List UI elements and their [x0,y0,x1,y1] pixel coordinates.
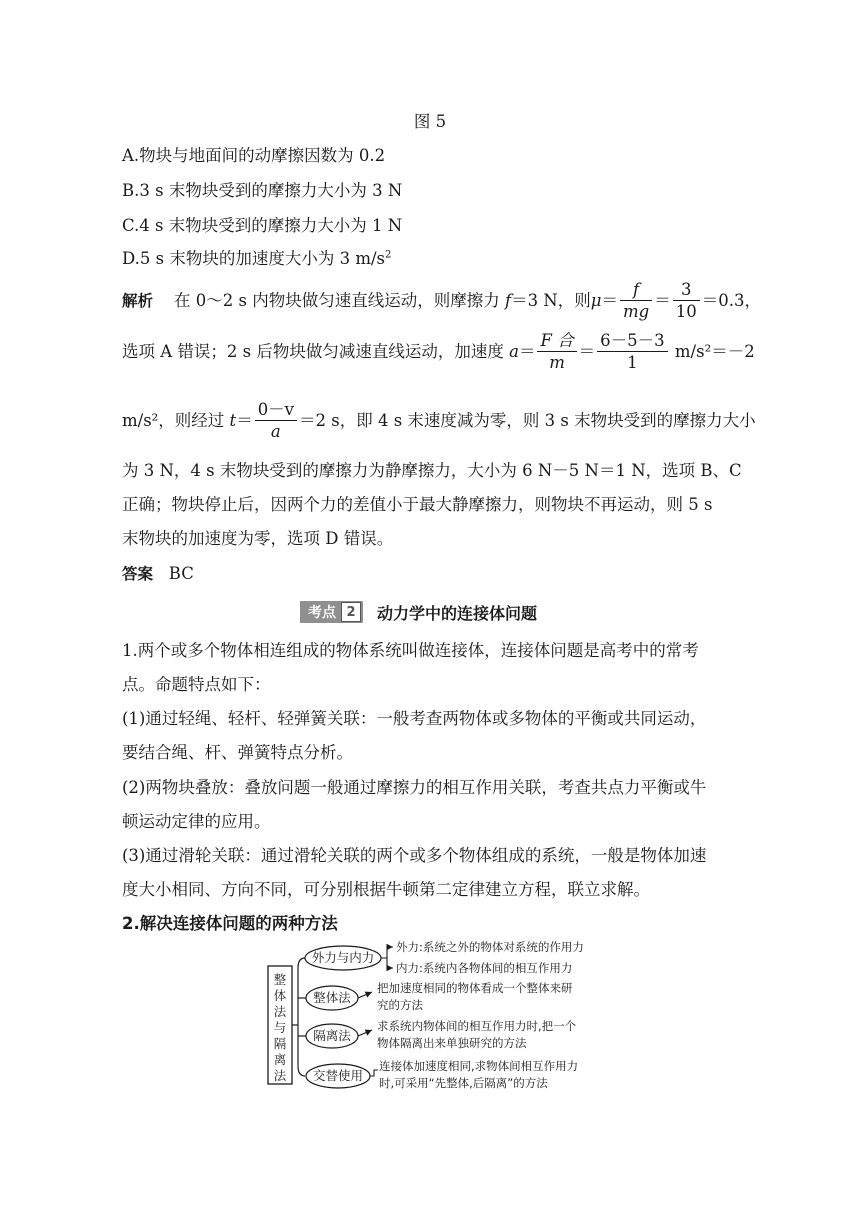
symbol-mu: μ [590,291,602,310]
equals: ＝ [236,411,253,430]
arrow [358,1030,372,1036]
fraction-numerator: f [620,280,652,301]
paragraph-1-line-2: 点。命题特点如下： [122,675,271,694]
option-c: C.4 s 末物块受到的摩擦力大小为 1 N [122,216,403,235]
analysis-line-5: 正确；物块停止后，因两个力的差值小于最大静摩擦力，则物块不再运动，则 5 s [122,495,713,514]
node-desc: 外力:系统之外的物体对系统的作用力 [396,940,584,954]
paragraph-3-line-2: 顿运动定律的应用。 [122,812,271,831]
fraction-denominator: 1 [627,353,638,372]
analysis-text: ＝2 s，即 4 s 末速度减为零，则 3 s 末物块受到的摩擦力大小 [299,411,756,430]
paragraph-2-line-2: 要结合绳、杆、弹簧特点分析。 [122,743,353,762]
paragraph-4-line-2: 度大小相同、方向不同，可分别根据牛顿第二定律建立方程，联立求解。 [122,880,650,899]
arrow [387,958,393,968]
paragraph-4-line-1: (3)通过滑轮关联：通过滑轮关联的两个或多个物体组成的系统，一般是物体加速 [122,846,707,865]
node-desc: 连接体加速度相同,求物体间相互作用力 [379,1059,579,1073]
equals: ＝ [578,342,596,361]
root-char: 法 [273,1068,287,1083]
node-desc: 求系统内物体间的相互作用力时,把一个 [377,1019,577,1033]
answer-value: BC [168,564,194,583]
fraction-numerator: 3 [673,280,700,301]
option-d-superscript: 2 [385,249,392,261]
equals: ＝ [654,291,671,310]
root-char: 整 [273,972,287,987]
paragraph-2-line-1: (1)通过轻绳、轻杆、轻弹簧关联：一般考查两物体或多物体的平衡或共同运动， [122,709,707,728]
option-a: A.物块与地面间的动摩擦因数为 0.2 [122,146,386,165]
analysis-text: 在 0～2 s 内物块做匀速直线运动，则摩擦力 [174,291,505,310]
analysis-text: ＝3 N，则 [511,291,591,310]
root-label [274,972,287,1083]
option-b: B.3 s 末物块受到的摩擦力大小为 3 N [122,181,403,200]
paragraph-1-line-1: 1.两个或多个物体相连组成的物体系统叫做连接体，连接体问题是高考中的常考 [122,641,699,660]
node-desc: 究的方法 [377,998,423,1012]
fraction-numerator: F 合 [537,331,576,352]
analysis-line-6: 末物块的加速度为零，选项 D 错误。 [122,529,394,548]
root-char: 离 [273,1052,287,1067]
fraction-denominator: mg [622,302,650,321]
section-title: 动力学中的连接体问题 [377,603,538,623]
fraction-numerator: 0－v [255,400,297,421]
arrow [358,992,372,998]
symbol-t: t [229,411,237,430]
node-label: 外力与内力 [311,950,375,965]
node-label: 整体法 [313,990,351,1005]
paragraph-3-line-1: (2)两物块叠放：叠放问题一般通过摩擦力的相互作用关联，考查共点力平衡或牛 [122,778,707,797]
node-desc: 内力:系统内各物体间的相互作用力 [396,961,573,975]
figure-caption: 图 5 [413,112,447,131]
symbol-f: f [504,291,512,310]
answer-label: 答案 [122,565,154,583]
analysis-label: 解析 [122,292,154,310]
fraction-denominator: m [549,353,565,372]
fraction-denominator: a [270,422,281,441]
symbol-a: a [509,342,519,361]
root-char: 法 [273,1004,287,1019]
equals: ＝ [518,342,536,361]
root-char: 隔 [273,1036,287,1051]
analysis-line-4: 为 3 N，4 s 末物块受到的摩擦力为静摩擦力，大小为 6 N－5 N＝1 N，选项 B、C [122,461,742,480]
paragraph-5-heading: 2.解决连接体问题的两种方法 [122,914,338,933]
arrow [381,947,393,958]
fraction-denominator: 10 [675,302,697,321]
node-desc: 把加速度相同的物体看成一个整体来研 [377,981,573,995]
branch-bracket [298,958,305,1076]
connector [370,1070,378,1076]
analysis-text: m/s²，则经过 [122,411,230,430]
node-desc: 物体隔离出来单独研究的方法 [377,1036,527,1050]
option-d-text: D.5 s 末物块的加速度大小为 3 m/s [122,249,386,268]
node-label: 交替使用 [312,1068,364,1083]
analysis-text: m/s²＝－2 [669,342,755,361]
root-char: 体 [273,988,287,1003]
analysis-text: 选项 A 错误；2 s 后物块做匀减速直线运动，加速度 [122,342,510,361]
badge-label: 考点 [308,605,336,621]
node-desc: 时,可采用“先整体,后隔离”的方法 [379,1076,548,1090]
fraction-numerator: 6－5－3 [597,331,668,352]
root-char: 与 [273,1020,287,1035]
equals: ＝ [601,291,618,310]
analysis-text: ＝0.3， [701,291,761,310]
node-label: 隔离法 [313,1028,351,1043]
badge-number: 2 [341,602,361,622]
